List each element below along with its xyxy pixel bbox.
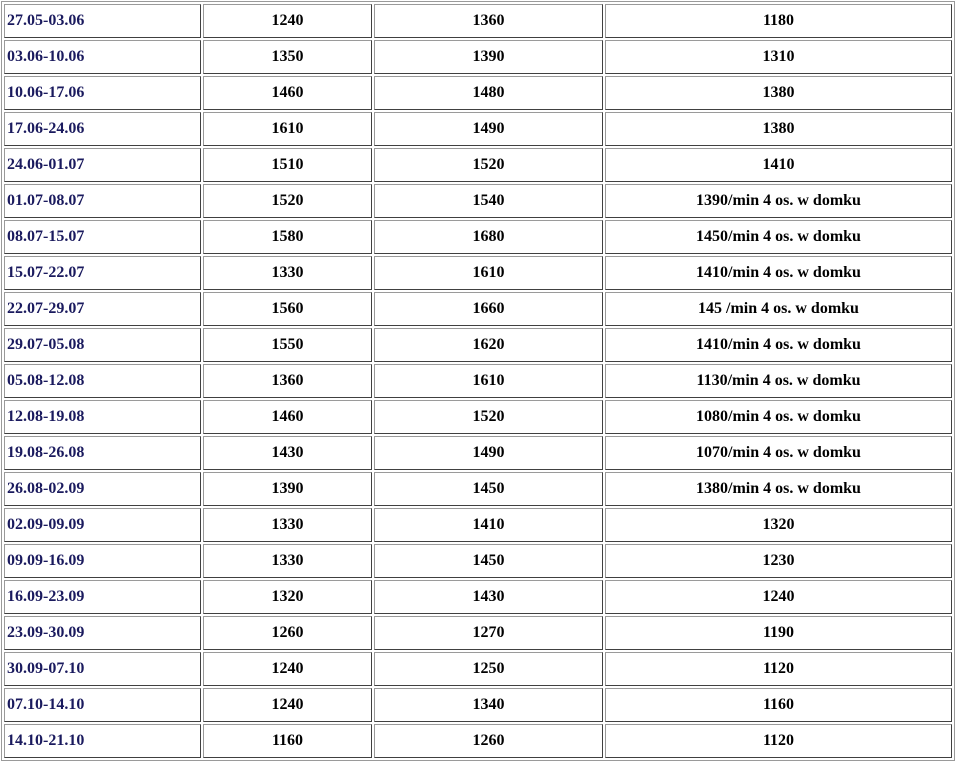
price-cell-col-3: 1410/min 4 os. w domku <box>605 256 952 290</box>
period-cell: 30.09-07.10 <box>4 652 201 686</box>
price-cell-col-1: 1330 <box>203 544 372 578</box>
price-cell-col-1: 1610 <box>203 112 372 146</box>
price-cell-col-3: 1390/min 4 os. w domku <box>605 184 952 218</box>
table-row <box>4 544 952 578</box>
price-table <box>1 1 955 761</box>
price-cell-col-2: 1390 <box>374 40 603 74</box>
price-cell-col-2: 1680 <box>374 220 603 254</box>
period-cell: 23.09-30.09 <box>4 616 201 650</box>
price-cell-col-1: 1240 <box>203 688 372 722</box>
table-row <box>4 472 952 506</box>
price-cell-col-2: 1620 <box>374 328 603 362</box>
price-cell-col-1: 1320 <box>203 580 372 614</box>
period-cell: 09.09-16.09 <box>4 544 201 578</box>
price-cell-col-2: 1410 <box>374 508 603 542</box>
period-cell: 22.07-29.07 <box>4 292 201 326</box>
table-row <box>4 688 952 722</box>
price-cell-col-3: 145 /min 4 os. w domku <box>605 292 952 326</box>
price-cell-col-2: 1490 <box>374 112 603 146</box>
period-cell: 02.09-09.09 <box>4 508 201 542</box>
price-cell-col-1: 1240 <box>203 4 372 38</box>
period-cell: 05.08-12.08 <box>4 364 201 398</box>
price-cell-col-2: 1660 <box>374 292 603 326</box>
price-cell-col-2: 1490 <box>374 436 603 470</box>
table-row <box>4 616 952 650</box>
period-cell: 27.05-03.06 <box>4 4 201 38</box>
price-cell-col-3: 1070/min 4 os. w domku <box>605 436 952 470</box>
table-row <box>4 724 952 758</box>
price-table-body <box>4 4 952 758</box>
price-cell-col-1: 1330 <box>203 256 372 290</box>
price-cell-col-1: 1550 <box>203 328 372 362</box>
price-cell-col-3: 1410/min 4 os. w domku <box>605 328 952 362</box>
price-cell-col-2: 1250 <box>374 652 603 686</box>
price-cell-col-1: 1460 <box>203 76 372 110</box>
price-cell-col-2: 1610 <box>374 364 603 398</box>
price-cell-col-3: 1380/min 4 os. w domku <box>605 472 952 506</box>
price-cell-col-3: 1080/min 4 os. w domku <box>605 400 952 434</box>
table-row <box>4 256 952 290</box>
price-cell-col-3: 1160 <box>605 688 952 722</box>
price-cell-col-2: 1430 <box>374 580 603 614</box>
table-row <box>4 76 952 110</box>
period-cell: 26.08-02.09 <box>4 472 201 506</box>
period-cell: 03.06-10.06 <box>4 40 201 74</box>
price-cell-col-1: 1430 <box>203 436 372 470</box>
table-row <box>4 508 952 542</box>
period-cell: 01.07-08.07 <box>4 184 201 218</box>
table-row <box>4 652 952 686</box>
period-cell: 10.06-17.06 <box>4 76 201 110</box>
table-row <box>4 292 952 326</box>
price-cell-col-1: 1160 <box>203 724 372 758</box>
price-cell-col-3: 1190 <box>605 616 952 650</box>
period-cell: 15.07-22.07 <box>4 256 201 290</box>
price-cell-col-2: 1340 <box>374 688 603 722</box>
price-cell-col-2: 1360 <box>374 4 603 38</box>
price-cell-col-1: 1460 <box>203 400 372 434</box>
price-cell-col-3: 1120 <box>605 724 952 758</box>
period-cell: 07.10-14.10 <box>4 688 201 722</box>
price-cell-col-3: 1380 <box>605 112 952 146</box>
period-cell: 29.07-05.08 <box>4 328 201 362</box>
price-cell-col-3: 1230 <box>605 544 952 578</box>
price-cell-col-2: 1520 <box>374 400 603 434</box>
period-cell: 16.09-23.09 <box>4 580 201 614</box>
price-cell-col-3: 1180 <box>605 4 952 38</box>
price-cell-col-3: 1450/min 4 os. w domku <box>605 220 952 254</box>
table-row <box>4 400 952 434</box>
price-cell-col-1: 1240 <box>203 652 372 686</box>
table-row <box>4 184 952 218</box>
price-cell-col-1: 1390 <box>203 472 372 506</box>
price-cell-col-3: 1410 <box>605 148 952 182</box>
price-cell-col-1: 1580 <box>203 220 372 254</box>
table-row <box>4 220 952 254</box>
price-cell-col-2: 1270 <box>374 616 603 650</box>
table-row <box>4 328 952 362</box>
price-cell-col-1: 1560 <box>203 292 372 326</box>
price-cell-col-1: 1260 <box>203 616 372 650</box>
price-cell-col-2: 1450 <box>374 472 603 506</box>
price-cell-col-3: 1380 <box>605 76 952 110</box>
price-cell-col-2: 1260 <box>374 724 603 758</box>
price-cell-col-1: 1520 <box>203 184 372 218</box>
period-cell: 14.10-21.10 <box>4 724 201 758</box>
period-cell: 24.06-01.07 <box>4 148 201 182</box>
table-row <box>4 4 952 38</box>
price-cell-col-1: 1330 <box>203 508 372 542</box>
period-cell: 19.08-26.08 <box>4 436 201 470</box>
period-cell: 12.08-19.08 <box>4 400 201 434</box>
price-cell-col-1: 1510 <box>203 148 372 182</box>
price-cell-col-3: 1240 <box>605 580 952 614</box>
price-cell-col-3: 1320 <box>605 508 952 542</box>
table-row <box>4 40 952 74</box>
period-cell: 08.07-15.07 <box>4 220 201 254</box>
table-row <box>4 364 952 398</box>
table-row <box>4 436 952 470</box>
price-cell-col-3: 1130/min 4 os. w domku <box>605 364 952 398</box>
price-cell-col-1: 1350 <box>203 40 372 74</box>
price-cell-col-2: 1450 <box>374 544 603 578</box>
table-row <box>4 148 952 182</box>
price-cell-col-1: 1360 <box>203 364 372 398</box>
price-cell-col-3: 1120 <box>605 652 952 686</box>
price-cell-col-2: 1480 <box>374 76 603 110</box>
table-row <box>4 112 952 146</box>
table-row <box>4 580 952 614</box>
price-cell-col-2: 1520 <box>374 148 603 182</box>
period-cell: 17.06-24.06 <box>4 112 201 146</box>
price-cell-col-2: 1610 <box>374 256 603 290</box>
price-cell-col-3: 1310 <box>605 40 952 74</box>
price-cell-col-2: 1540 <box>374 184 603 218</box>
